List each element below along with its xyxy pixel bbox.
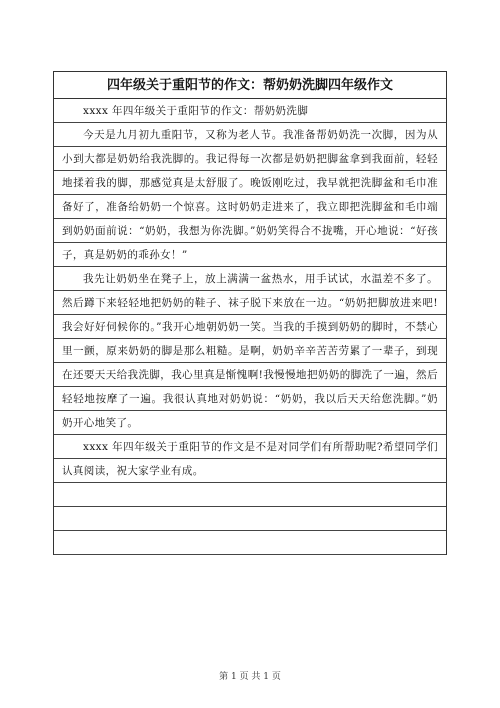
blank-ruled-line [54, 531, 446, 555]
paragraph-3: xxxx 年四年级关于重阳节的作文是不是对同学们有所帮助呢?希望同学们认真阅读，祝大家学业有成。 [62, 441, 438, 477]
document-body [53, 99, 447, 555]
paragraph-1: 今天是九月初九重阳节，又称为老人节。我准备帮奶奶洗一次脚，因为从小到大都是奶奶给我洗脚的。我记得每一次都是奶奶把脚盆拿到我面前，轻轻地揉着我的脚，那感觉真是太舒服了。晚饭刚吃过，我早就把洗脚盆和毛巾准备好了，准备给奶奶一个惊喜。这时奶奶走进来了，我立即把洗脚盆和毛巾端到奶奶面前说：“奶奶，我想为你洗脚。”奶奶笑得合不拢嘴，开心地说：“好孩子，真是奶奶的乖孙女！” [62, 129, 438, 261]
blank-ruled-line [54, 507, 446, 531]
document-page [53, 71, 447, 555]
page-indicator: 第 1 页 共 1 页 [219, 672, 281, 682]
paragraph-2: 我先让奶奶坐在凳子上，放上满满一盆热水，用手试试，水温差不多了。然后蹲下来轻轻地把奶奶的鞋子、袜子脱下来放在一边。“奶奶把脚放进来吧!我会好好伺候你的。”我开心地朝奶奶一笑。当我的手摸到奶奶的脚时，不禁心里一颤，原来奶奶的脚是那么粗糙。是啊，奶奶辛辛苦苦劳累了一辈子，到现在还要天天给我洗脚，我心里真是惭愧啊!我慢慢地把奶奶的脚洗了一遍，然后轻轻地按摩了一遍。我很认真地对奶奶说：“奶奶，我以后天天给您洗脚。”奶奶开心地笑了。 [62, 273, 438, 429]
blank-ruled-line [54, 483, 446, 507]
document-title: 四年级关于重阳节的作文：帮奶奶洗脚四年级作文 [53, 71, 447, 99]
document-subtitle: xxxx 年四年级关于重阳节的作文：帮奶奶洗脚 [83, 105, 309, 117]
